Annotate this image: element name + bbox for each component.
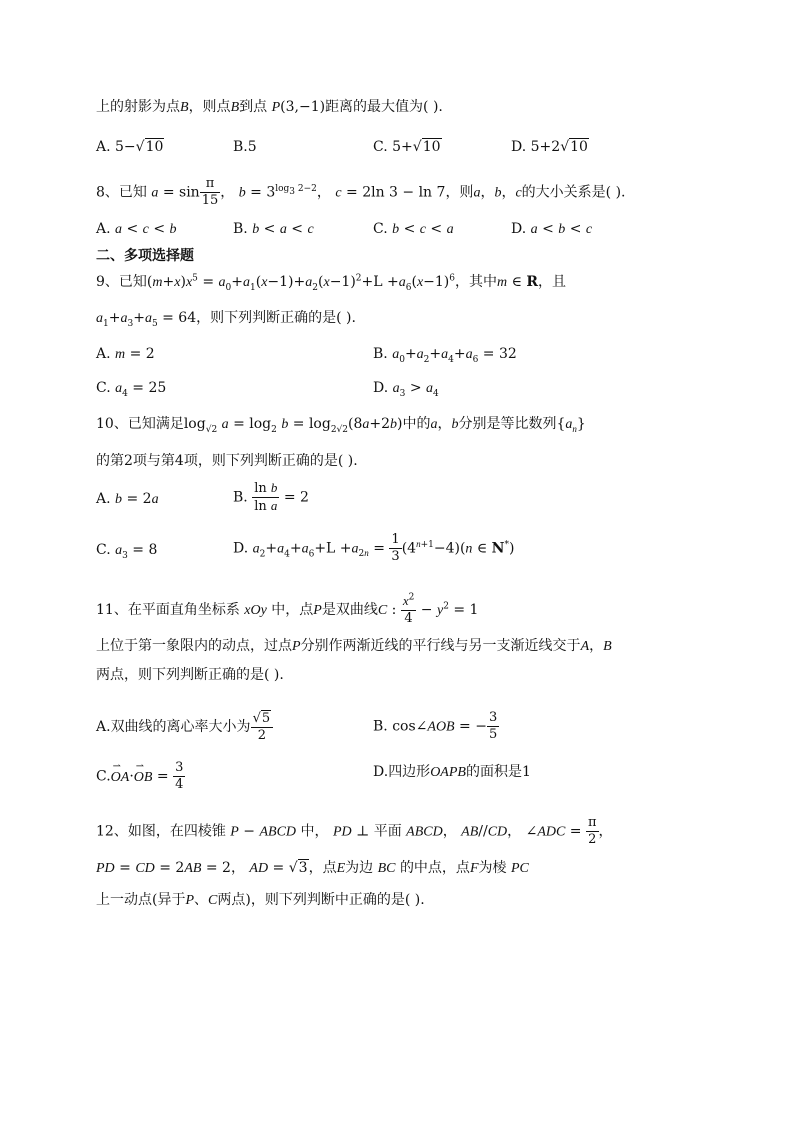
q8-option-c: C. b < c < a bbox=[373, 221, 454, 237]
q9-text: 9、已知$(m+x)x^5 = a_0+a_1(x-1)+a_2(x-1)^2+L +a_6(x-1)^6$，其中m ∈ R，且 bbox=[96, 273, 567, 293]
q10-text-line2: 的第2项与第4项，则下列判断正确的是( ). bbox=[96, 453, 358, 469]
section-title: 二、多项选择题 bbox=[96, 248, 194, 264]
q11-option-c: C.⇀ OA·⇀ OB = $\frac{3}{4}$ bbox=[96, 760, 185, 793]
q8-option-d: D. a < b < c bbox=[511, 221, 593, 237]
q11-option-d: D.四边形OAPB的面积是1 bbox=[373, 764, 531, 780]
q11-option-a: A.双曲线的离心率大小为 $\frac{√5}{2}$ bbox=[96, 710, 273, 744]
q12-text-line2: PD = CD = 2AB = 2， AD = √3，点E为边 BC 的中点，点F为棱 PC bbox=[96, 860, 529, 876]
q7-option-d: D. 5+2√10 bbox=[511, 139, 588, 155]
q12-text: 12、如图，在四棱锥 P − ABCD 中， PD ⊥ 平面 ABCD， AB//CD， ∠ADC = $\frac{\pi}{2}$ ， bbox=[96, 815, 613, 847]
q9-option-a: A. m = 2 bbox=[96, 346, 155, 362]
q10-option-d: D. $a_2+a_4+a_6+L +a_{2n}$ = $\frac{1}{3}$ $(4^{n+1}-4)(n$ ∈ N*) bbox=[233, 532, 515, 564]
q9-text-line2: $a_1+a_3+a_5 = 64$，则下列判断正确的是( ). bbox=[96, 310, 356, 329]
q10-text: 10、已知满足$\log_{√2} a = \log_2 b = \log_{2√2}(8a+2b)$中的a，b分别是等比数列$\{a_n\}$ bbox=[96, 416, 586, 435]
q9-option-b: B. $a_0+a_2+a_4+a_6 = 32$ bbox=[373, 346, 517, 365]
q7-text: 上的射影为点B，则点B到点 P(3,−1)距离的最大值为( ). bbox=[96, 99, 443, 115]
q7-option-b: B.5 bbox=[233, 139, 257, 155]
q11-text-line3: 两点，则下列判断正确的是( ). bbox=[96, 667, 284, 683]
q9-option-d: D. $a_3 > a_4$ bbox=[373, 380, 439, 399]
q10-option-b: B. $\frac{\text{ln b}}{\text{ln a}}$ = 2 bbox=[233, 480, 309, 514]
q10-option-c: C. $a_3 = 8$ bbox=[96, 542, 158, 561]
q8-text: 8、已知 a = sin $\frac{\pi}{15}$ ， $b = 3^{log_3 2-2}$， c = 2ln 3 − ln 7，则a，b，c的大小关系是( ). bbox=[96, 176, 626, 208]
q7-option-c: C. 5+√10 bbox=[373, 139, 441, 155]
q12-text-line3: 上一动点(异于P、C两点)，则下列判断中正确的是( ). bbox=[96, 892, 425, 908]
q11-text-line2: 上位于第一象限内的动点，过点P分别作两渐近线的平行线与另一支渐近线交于A，B bbox=[96, 638, 612, 654]
q10-option-a: A. b = 2a bbox=[96, 491, 159, 507]
q8-option-b: B. b < a < c bbox=[233, 221, 314, 237]
q8-option-a: A. a < c < b bbox=[96, 221, 177, 237]
q11-text: 11、在平面直角坐标系 xOy 中，点P是双曲线C : $\frac{x^2}{4}$ − $y^2 = 1$ bbox=[96, 592, 479, 626]
q11-option-b: B. cos∠AOB = − $\frac{3}{5}$ bbox=[373, 710, 498, 742]
q7-option-a: A. 5−√10 bbox=[96, 139, 164, 155]
q9-option-c: C. $a_4 = 25$ bbox=[96, 380, 167, 399]
